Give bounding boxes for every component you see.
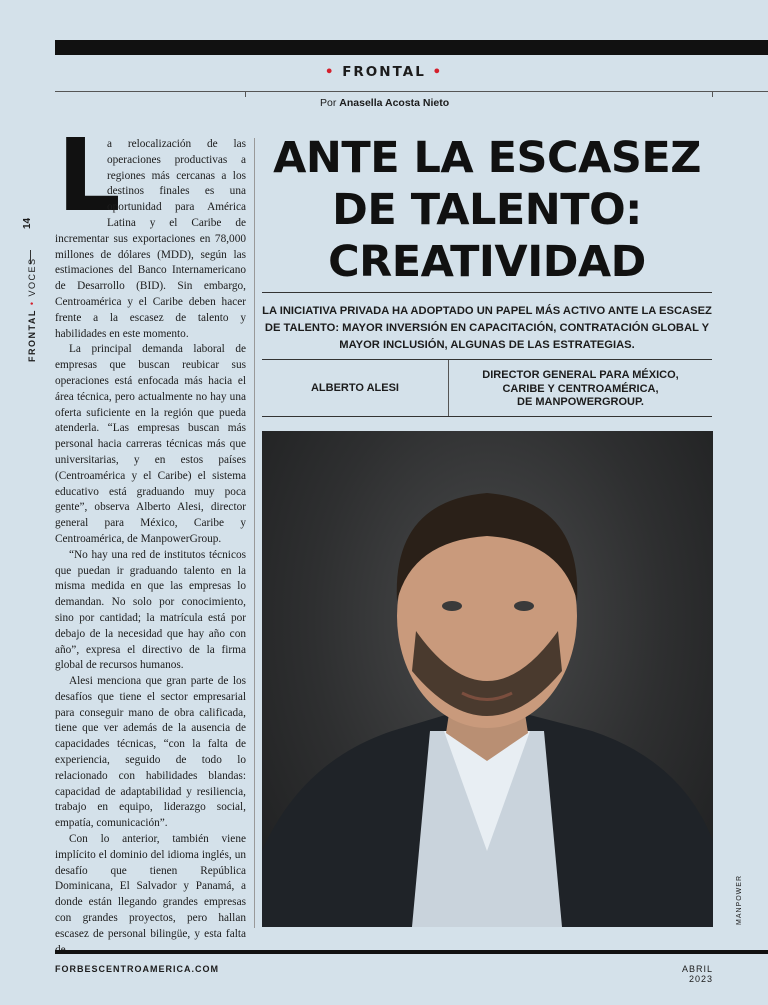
portrait-photo	[262, 431, 713, 927]
footer-site[interactable]: FORBESCENTROAMERICA.COM	[55, 964, 219, 974]
section-label: FRONTAL	[342, 64, 426, 80]
bullet-icon: •	[324, 64, 336, 80]
divider	[262, 416, 712, 417]
drop-cap: L	[57, 117, 121, 234]
headline-line: DE TALENTO:	[332, 185, 642, 235]
byline-prefix: Por	[320, 97, 337, 109]
deck: LA INICIATIVA PRIVADA HA ADOPTADO UN PAPEL MÁS ACTIVO ANTE LA ESCASEZ DE TALENTO: MAYOR INVERSIÓN EN CAPACITACIÓN, CONTRATACIÓN GLOBAL Y MAYOR INCLUSIÓN, ALGUNAS DE LAS ESTRATEGIAS.	[262, 305, 712, 351]
headline-line: ANTE LA ESCASEZ	[273, 133, 701, 183]
bottom-bar	[55, 950, 768, 954]
drop-cap-space	[55, 137, 103, 219]
divider	[262, 359, 712, 360]
portrait-illustration	[262, 431, 713, 927]
paragraph: La principal demanda laboral de empresas que buscan reubicar sus operaciones está enfocada más hacia el área técnica, pero actualmente no hay una oferta suficiente en la región que pueda atenderla. “Las empresas buscan más personal hacia carreras técnicas más que universitarias, y en estos países (Centroamérica y el Caribe) el sistema educativo está graduando muy poca gente”, observa Alberto Alesi, director general para México, Caribe y Centroamérica, de ManpowerGroup.	[55, 343, 246, 545]
byline	[320, 97, 449, 109]
headline-line: CREATIVIDAD	[328, 237, 646, 287]
divider	[262, 292, 712, 293]
paragraph-text: a relocalización de las operaciones productivas a regiones más cercanas a los destinos finales es una oportunidad para América Latina y el Caribe de incrementar sus exportaciones en 78,000 millones de dólares (MDD), según las estimaciones del Banco Internamericano de Desarrollo (BID). Sin embargo, Centroamérica y el Caribe deben hacer frente a la escasez de talento y habilidades en este momento.	[55, 138, 246, 340]
interviewee-title: DIRECTOR GENERAL PARA MÉXICO, CARIBE Y CENTROAMÉRICA, DE MANPOWERGROUP.	[482, 369, 679, 408]
bullet-icon: •	[27, 300, 37, 306]
side-section: FRONTAL	[27, 309, 37, 362]
divider	[55, 91, 768, 92]
footer-date: ABRIL 2023	[681, 964, 713, 984]
paragraph: “No hay una red de institutos técnicos que puedan ir graduando talento en la misma medida en que las empresas lo demandan. No solo por conocimiento, sino por cantidad; la matrícula está por debajo de la necesidad que hay año con año”, expresa el directivo de la firma global de recursos humanos.	[55, 548, 246, 672]
interviewee-name: ALBERTO ALESI	[310, 382, 399, 394]
paragraph: Con lo anterior, también viene implícito el dominio del idioma inglés, un desafío que tienen República Dominicana, El Salvador y Panamá, a donde están llegando grandes empresas con grandes proyectos, pero hallan escasez de personal bilingüe, y esta falta	[55, 833, 246, 940]
headline	[262, 132, 712, 288]
side-subsection: VOCES	[27, 257, 37, 297]
photo-credit: MANPOWER	[736, 875, 743, 925]
top-bar	[55, 40, 768, 55]
byline-author: Anasella Acosta Nieto	[339, 97, 450, 109]
divider-tick	[245, 91, 246, 97]
section-header	[0, 64, 768, 80]
divider-tick	[712, 91, 713, 97]
side-section-label	[27, 252, 37, 362]
article-body	[55, 137, 246, 958]
column-divider	[254, 138, 255, 928]
paragraph: Alesi menciona que gran parte de los desafíos que tiene el sector empresarial para conseguir mano de obra calificada, tiene que ver además de la ausencia de capacidades técnicas, “con la falta de experiencia, seguido de todo lo relacionado con habilidades blandas: capacidad de adaptabilidad y resiliencia, trabajo en equipo, liderazgo social, empatía, comunicación”.	[55, 675, 246, 830]
bullet-icon: •	[432, 64, 444, 80]
paragraph	[55, 137, 246, 342]
page-number: 14	[22, 217, 33, 229]
